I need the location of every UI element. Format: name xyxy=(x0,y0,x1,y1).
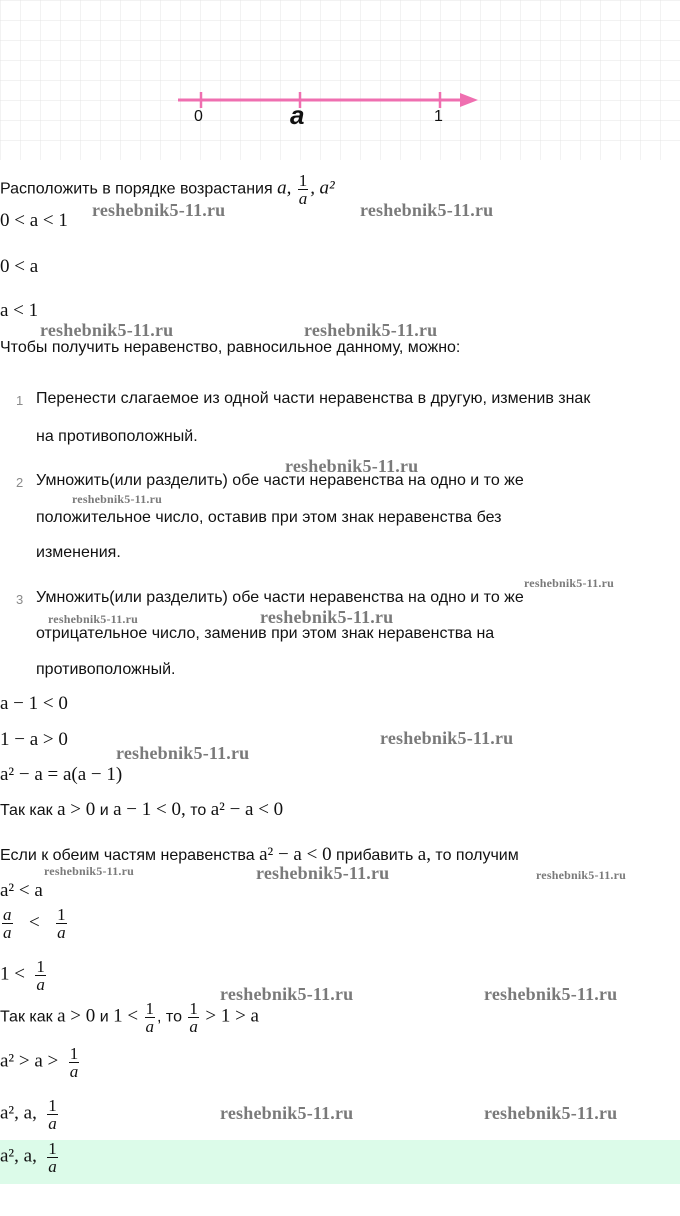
watermark: reshebnik5-11.ru xyxy=(256,863,390,883)
step-divide: $\frac{a}{a}$ < $\frac{1}{a}$ xyxy=(3,905,66,942)
watermark: reshebnik5-11.ru xyxy=(524,576,614,590)
number-line-svg xyxy=(0,0,680,160)
label-a: a xyxy=(290,100,305,130)
step-a-minus-1: a − 1 < 0 xyxy=(0,693,68,714)
line-a-positive: 0 < a xyxy=(0,256,39,277)
task-fraction: $\frac{1}{a}$ xyxy=(298,171,308,208)
answer-expression: a², a, $\frac{1}{a}$ xyxy=(0,1139,57,1176)
watermark: reshebnik5-11.ru xyxy=(484,1103,618,1123)
watermark: reshebnik5-11.ru xyxy=(536,868,626,882)
step-1-minus-a: 1 − a > 0 xyxy=(0,729,68,750)
watermark: reshebnik5-11.ru xyxy=(360,200,494,220)
rules-intro: Чтобы получить неравенство, равносильное данному, можно: xyxy=(0,339,461,356)
watermark: reshebnik5-11.ru xyxy=(220,1103,354,1123)
label-zero: 0 xyxy=(194,108,203,125)
watermark: reshebnik5-11.ru xyxy=(48,612,138,626)
watermark: reshebnik5-11.ru xyxy=(220,984,354,1004)
task-statement: Расположить в порядке возрастания a, $\frac{1}{a}$ , a² xyxy=(0,171,335,208)
watermark: reshebnik5-11.ru xyxy=(260,607,394,627)
number-line-figure xyxy=(0,0,680,160)
watermark: reshebnik5-11.ru xyxy=(285,456,419,476)
watermark: reshebnik5-11.ru xyxy=(44,864,134,878)
watermark: reshebnik5-11.ru xyxy=(92,200,226,220)
step-order: a², a, $\frac{1}{a}$ xyxy=(0,1096,57,1133)
watermark: reshebnik5-11.ru xyxy=(304,320,438,340)
watermark: reshebnik5-11.ru xyxy=(40,320,174,340)
watermark: reshebnik5-11.ru xyxy=(380,728,514,748)
watermark: reshebnik5-11.ru xyxy=(72,492,162,506)
answer-box xyxy=(0,1140,680,1184)
watermark: reshebnik5-11.ru xyxy=(484,984,618,1004)
step-if-add: Если к обеим частям неравенства a² − a < 0 прибавить a, то получим xyxy=(0,844,519,865)
step-1-less-frac: 1 < $\frac{1}{a}$ xyxy=(0,957,45,994)
step-chain: a² > a > $\frac{1}{a}$ xyxy=(0,1044,79,1081)
step-since-2: Так как a > 0 и 1 < $\frac{1}{a}$ , то $\frac{1}{a}$ > 1 > a xyxy=(0,999,259,1036)
line-a-less-one: a < 1 xyxy=(0,300,39,321)
step-a2-less-a: a² < a xyxy=(0,880,43,901)
step-factorization: a² − a = a(a − 1) xyxy=(0,764,123,785)
line-double-inequality: 0 < a < 1 xyxy=(0,210,68,231)
grid-background xyxy=(0,0,680,160)
step-since-1: Так как a > 0 и a − 1 < 0, то a² − a < 0 xyxy=(0,799,284,820)
label-one: 1 xyxy=(434,108,443,125)
watermark: reshebnik5-11.ru xyxy=(116,743,250,763)
